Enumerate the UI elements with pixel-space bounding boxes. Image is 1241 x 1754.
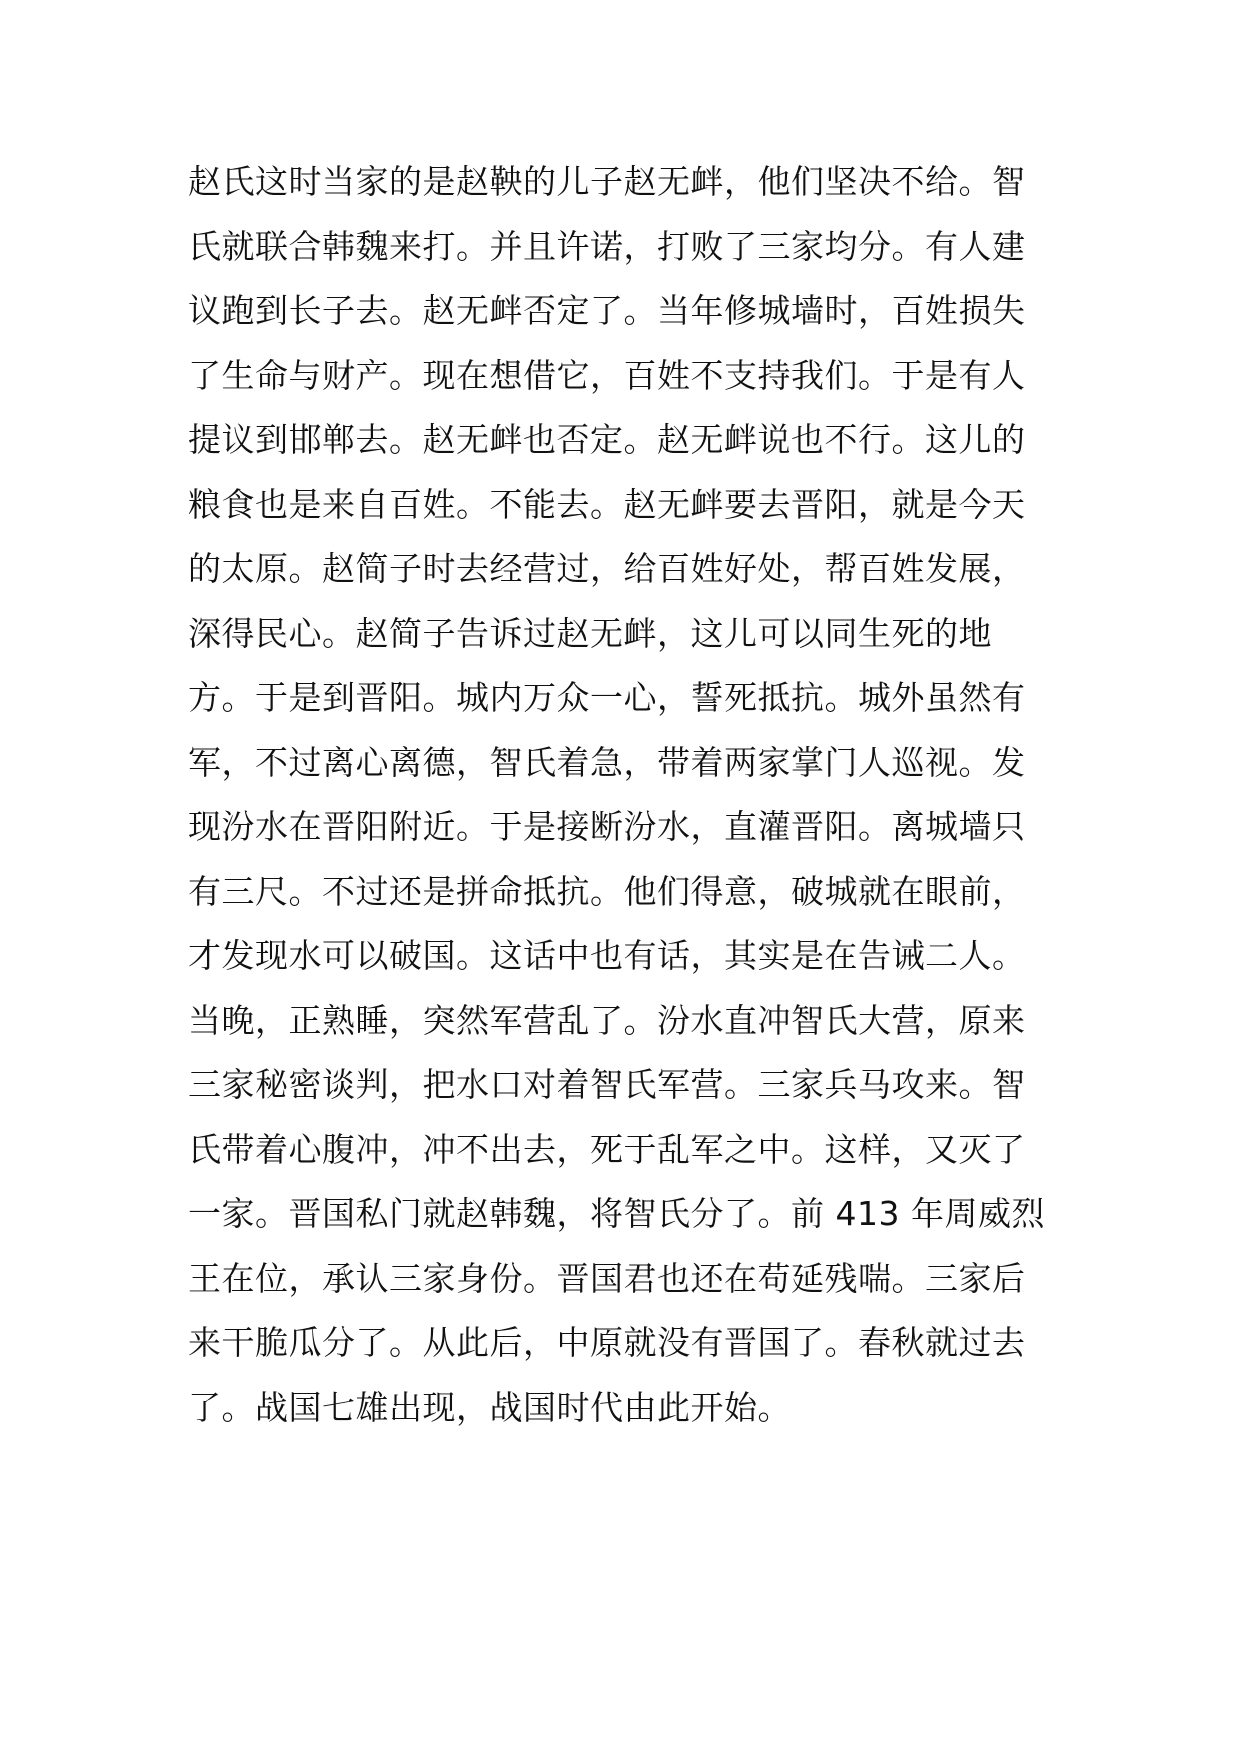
- text-line: 氏带着心腹冲，冲不出去，死于乱军之中。这样，又灭了: [188, 1129, 1026, 1169]
- text-line: 方。于是到晋阳。城内万众一心，誓死抵抗。城外虽然有: [188, 678, 1026, 717]
- text-line: 深得民心。赵简子告诉过赵无衅，这儿可以同生死的地: [188, 613, 992, 653]
- text-line: 提议到邯郸去。赵无衅也否定。赵无衅说也不行。这儿的: [188, 420, 1026, 459]
- text-line: 现汾水在晋阳附近。于是接断汾水，直灌晋阳。离城墙只: [188, 807, 1026, 846]
- text-line: 了。战国七雄出现，战国时代由此开始。: [188, 1387, 791, 1427]
- text-line: 三家秘密谈判，把水口对着智氏军营。三家兵马攻来。智: [188, 1065, 1026, 1104]
- text-line: 议跑到长子去。赵无衅否定了。当年修城墙时，百姓损失: [188, 291, 1026, 330]
- text-line: 当晚，正熟睡，突然军营乱了。汾水直冲智氏大营，原来: [188, 1000, 1026, 1040]
- text-line: 粮食也是来自百姓。不能去。赵无衅要去晋阳，就是今天: [188, 484, 1026, 524]
- text-line: 王在位，承认三家身份。晋国君也还在苟延残喘。三家后: [188, 1258, 1026, 1298]
- body-text: [188, 150, 1068, 1440]
- text-line: 的太原。赵简子时去经营过，给百姓好处，帮百姓发展，: [188, 549, 1026, 588]
- text-line: 氏就联合韩魏来打。并且许诺，打败了三家均分。有人建: [188, 226, 1026, 266]
- text-line: 才发现水可以破国。这话中也有话，其实是在告诫二人。: [188, 936, 1026, 975]
- text-line: 了生命与财产。现在想借它，百姓不支持我们。于是有人: [188, 355, 1026, 395]
- text-line: 军，不过离心离德，智氏着急，带着两家掌门人巡视。发: [188, 742, 1026, 782]
- text-line: 一家。晋国私门就赵韩魏，将智氏分了。前 413 年周威烈: [188, 1194, 1045, 1233]
- text-line: 来干脆瓜分了。从此后，中原就没有晋国了。春秋就过去: [188, 1323, 1026, 1362]
- text-line: 有三尺。不过还是拼命抵抗。他们得意，破城就在眼前，: [188, 871, 1026, 911]
- text-line: 赵氏这时当家的是赵鞅的儿子赵无衅，他们坚决不给。智: [188, 162, 1026, 201]
